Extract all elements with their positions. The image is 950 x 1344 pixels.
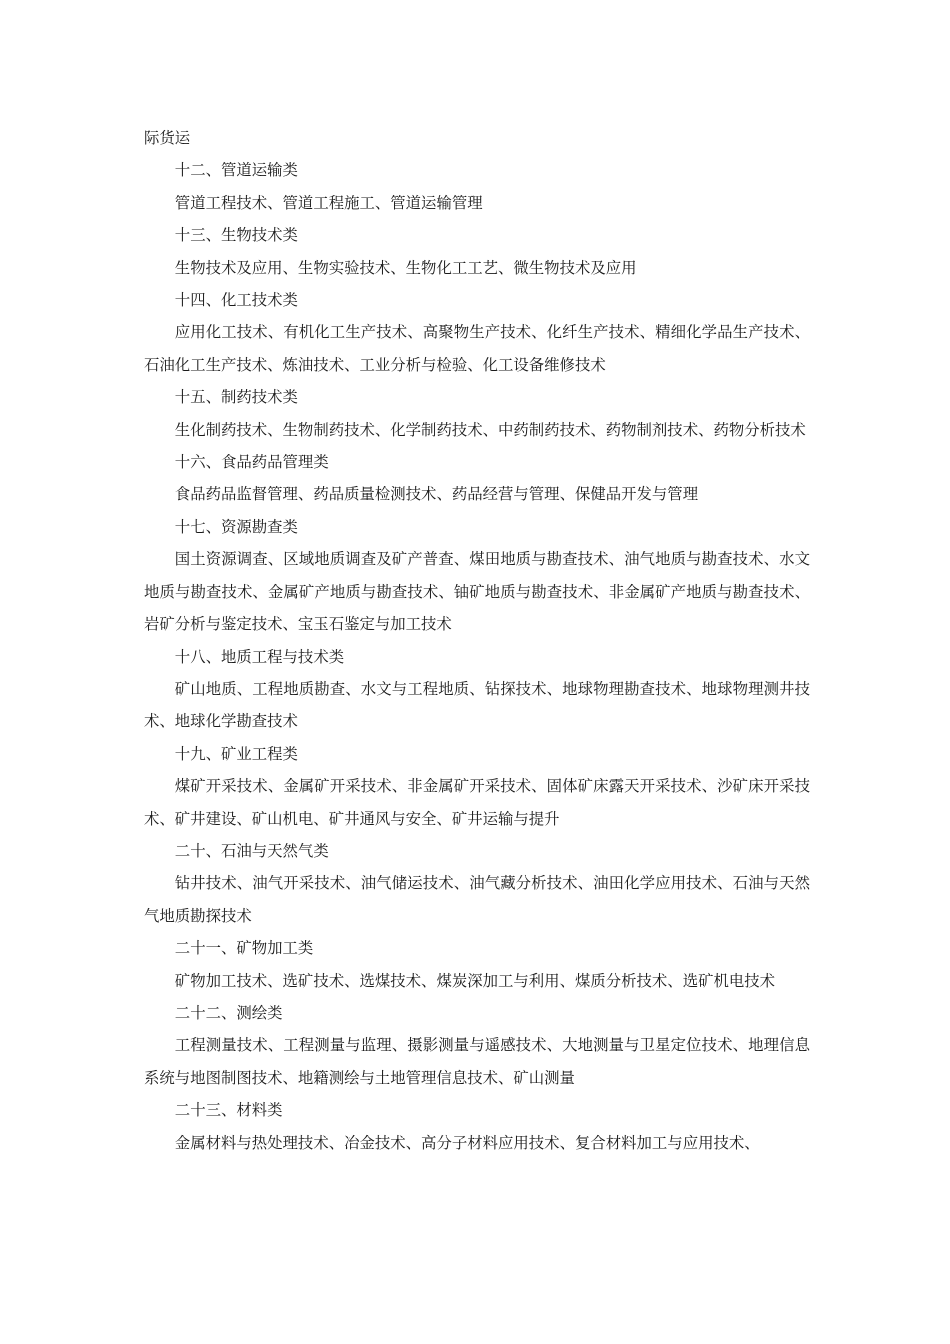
section-heading: 二十、石油与天然气类 xyxy=(174,841,329,860)
section-heading: 十三、生物技术类 xyxy=(174,226,298,245)
section-heading: 二十二、测绘类 xyxy=(174,1003,283,1022)
section-heading: 二十一、矿物加工类 xyxy=(174,939,314,958)
section-heading: 十四、化工技术类 xyxy=(174,291,298,310)
section-heading: 十九、矿业工程类 xyxy=(174,744,298,763)
section-paragraph: 国土资源调查、区域地质调查及矿产普查、煤田地质与勘查技术、油气地质与勘查技术、水文地质与勘查技术、金属矿产地质与勘查技术、铀矿地质与勘查技术、非金属矿产地质与勘查技术、岩矿分析与鉴定技术、宝玉石鉴定与加工技术 xyxy=(144,550,810,634)
section-paragraph: 应用化工技术、有机化工生产技术、高聚物生产技术、化纤生产技术、精细化学品生产技术、石油化工生产技术、炼油技术、工业分析与检验、化工设备维修技术 xyxy=(144,323,810,374)
section-paragraph: 矿物加工技术、选矿技术、选煤技术、煤炭深加工与利用、煤质分析技术、选矿机电技术 xyxy=(174,971,776,990)
document-body xyxy=(144,122,810,1159)
section-heading: 二十三、材料类 xyxy=(174,1101,283,1120)
section-paragraph: 生化制药技术、生物制药技术、化学制药技术、中药制药技术、药物制剂技术、药物分析技术 xyxy=(174,420,806,439)
section-paragraph: 食品药品监督管理、药品质量检测技术、药品经营与管理、保健品开发与管理 xyxy=(174,485,699,504)
section-paragraph: 管道工程技术、管道工程施工、管道运输管理 xyxy=(174,193,483,212)
continuation-text: 际货运 xyxy=(144,129,191,147)
section-heading: 十八、地质工程与技术类 xyxy=(174,647,345,666)
section-paragraph: 钻井技术、油气开采技术、油气储运技术、油气藏分析技术、油田化学应用技术、石油与天然气地质勘探技术 xyxy=(144,874,810,925)
section-paragraph: 工程测量技术、工程测量与监理、摄影测量与遥感技术、大地测量与卫星定位技术、地理信息系统与地图制图技术、地籍测绘与土地管理信息技术、矿山测量 xyxy=(144,1036,810,1087)
section-heading: 十二、管道运输类 xyxy=(174,161,298,180)
section-paragraph: 生物技术及应用、生物实验技术、生物化工工艺、微生物技术及应用 xyxy=(174,258,637,277)
section-heading: 十五、制药技术类 xyxy=(174,388,298,407)
section-paragraph: 煤矿开采技术、金属矿开采技术、非金属矿开采技术、固体矿床露天开采技术、沙矿床开采技术、矿井建设、矿山机电、矿井通风与安全、矿井运输与提升 xyxy=(144,777,810,828)
section-heading: 十六、食品药品管理类 xyxy=(174,453,329,472)
section-heading: 十七、资源勘查类 xyxy=(174,517,298,536)
section-paragraph: 矿山地质、工程地质勘查、水文与工程地质、钻探技术、地球物理勘查技术、地球物理测井技术、地球化学勘查技术 xyxy=(144,679,810,731)
section-paragraph: 金属材料与热处理技术、冶金技术、高分子材料应用技术、复合材料加工与应用技术、 xyxy=(174,1133,760,1152)
